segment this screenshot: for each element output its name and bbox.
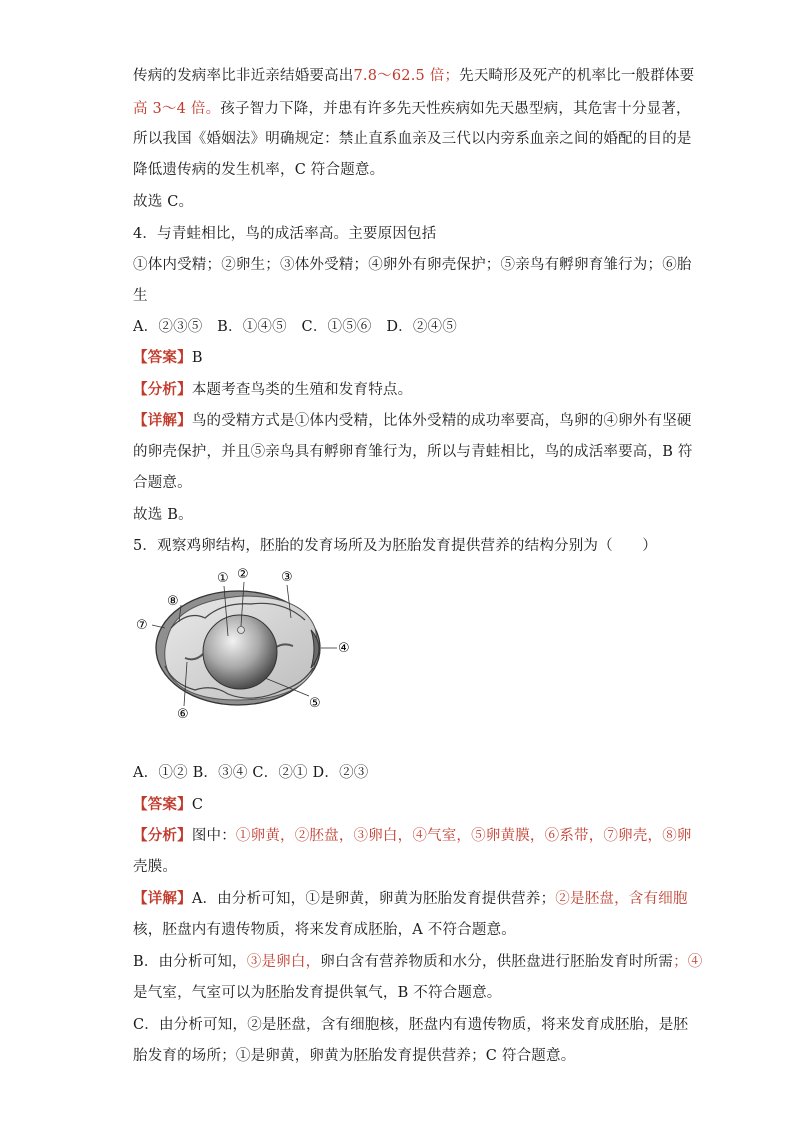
figure-label: ③ — [281, 570, 293, 585]
question-5-detail-a — [133, 889, 688, 909]
text-line — [133, 99, 691, 119]
question-4-detail-2: 的卵壳保护，并且⑤亲鸟具有孵卵育雏行为，所以与青蛙相比，鸟的成活率要高，B 符 — [133, 444, 693, 460]
question-5-detail-a-cont: 核，胚盘内有遗传物质，将来发育成胚胎，A 不符合题意。 — [133, 922, 516, 938]
answer-value: C — [191, 797, 204, 813]
question-4-conclusion: 故选 B。 — [133, 507, 193, 523]
detail-text-red: ；④ — [673, 954, 703, 970]
detail-text: 鸟的受精方式是①体内受精，比体外受精的成功率要高，鸟卵的④卵外有坚硬 — [191, 413, 692, 429]
analysis-tag: 【分析】 — [133, 381, 192, 398]
question-4-answer — [133, 348, 673, 368]
question-5-detail-b-cont: 是气室，气室可以为胚胎发育提供氧气，B 不符合题意。 — [133, 985, 502, 1001]
figure-label: ⑧ — [167, 594, 179, 609]
question-4-analysis — [133, 380, 673, 400]
detail-text-red: ③是卵白， — [246, 954, 321, 970]
question-5-detail-c: C．由分析可知，②是胚盘，含有细胞核，胚盘内有遗传物质，将来发育成胚胎，是胚 — [133, 1017, 689, 1033]
answer-tag: 【答案】 — [133, 349, 192, 366]
detail-text: A．由分析可知，①是卵黄，卵黄为胚胎发育提供营养； — [191, 891, 556, 907]
question-4-items-cont: 生 — [133, 288, 148, 304]
egg-yolk — [203, 615, 277, 689]
figure-label: ⑥ — [177, 707, 189, 722]
question-4-detail-3: 合题意。 — [133, 475, 192, 491]
figure-label: ⑦ — [136, 618, 148, 633]
analysis-text-red: ①卵黄，②胚盘，③卵白，④气室，⑤卵黄膜，⑥系带，⑦卵壳，⑧卵 — [235, 828, 692, 844]
question-4-stem: 4．与青蛙相比，鸟的成活率高。主要原因包括 — [133, 226, 437, 242]
text-span: 传病的发病率比非近亲结婚要高出 — [133, 68, 354, 84]
detail-text: B．由分析可知， — [133, 954, 247, 970]
analysis-text: 图中： — [191, 828, 236, 844]
text-line: 降低遗传病的发生机率，C 符合题意。 — [133, 162, 385, 178]
text-line — [133, 66, 695, 86]
figure-label: ④ — [338, 641, 350, 656]
analysis-tag: 【分析】 — [133, 827, 192, 844]
question-5-options: A．①② B．③④ C．②① D．②③ — [133, 765, 369, 781]
figure-label: ⑤ — [309, 696, 321, 711]
detail-text-red: ②是胚盘，含有细胞 — [555, 891, 688, 907]
question-5-analysis — [133, 826, 692, 846]
egg-diagram — [133, 566, 363, 726]
question-5-answer — [133, 795, 673, 815]
answer-value: B — [191, 350, 203, 366]
germinal-disc — [238, 627, 245, 634]
text-span: 孩子智力下降，并患有许多先天性疾病如先天愚型病，其危害十分显著， — [220, 101, 691, 117]
answer-tag: 【答案】 — [133, 796, 192, 813]
text-span-red: 高 3～4 倍。 — [133, 101, 221, 117]
detail-tag: 【详解】 — [133, 412, 192, 429]
figure-label: ① — [217, 571, 229, 586]
detail-tag: 【详解】 — [133, 890, 192, 907]
analysis-text: 本题考查鸟类的生殖和发育特点。 — [191, 382, 413, 398]
question-5-analysis-cont: 壳膜。 — [133, 859, 178, 875]
question-4-options: A．②③⑤ B．①④⑤ C．①⑤⑥ D．②④⑤ — [133, 319, 457, 335]
question-5-stem: 5．观察鸡卵结构，胚胎的发育场所及为胚胎发育提供营养的结构分别为（ ） — [133, 538, 657, 554]
question-4-detail — [133, 411, 692, 431]
detail-text: 卵白含有营养物质和水分，供胚盘进行胚胎发育时所需 — [320, 954, 674, 970]
question-5-detail-c-cont: 胎发育的场所；①是卵黄，卵黄为胚胎发育提供营养；C 符合题意。 — [133, 1048, 576, 1064]
text-line: 所以我国《婚姻法》明确规定：禁止直系血亲及三代以内旁系血亲之间的婚配的目的是 — [133, 131, 692, 147]
question-5-detail-b — [133, 952, 703, 972]
text-span-red: 7.8～62.5 倍； — [353, 68, 460, 84]
question-4-items: ①体内受精；②卵生；③体外受精；④卵外有卵壳保护；⑤亲鸟有孵卵育雏行为；⑥胎 — [133, 257, 692, 273]
conclusion-line: 故选 C。 — [133, 194, 194, 210]
figure-label: ② — [237, 567, 249, 582]
text-span: 先天畸形及死产的机率比一般群体要 — [459, 68, 695, 84]
egg-structure-figure — [133, 566, 363, 726]
